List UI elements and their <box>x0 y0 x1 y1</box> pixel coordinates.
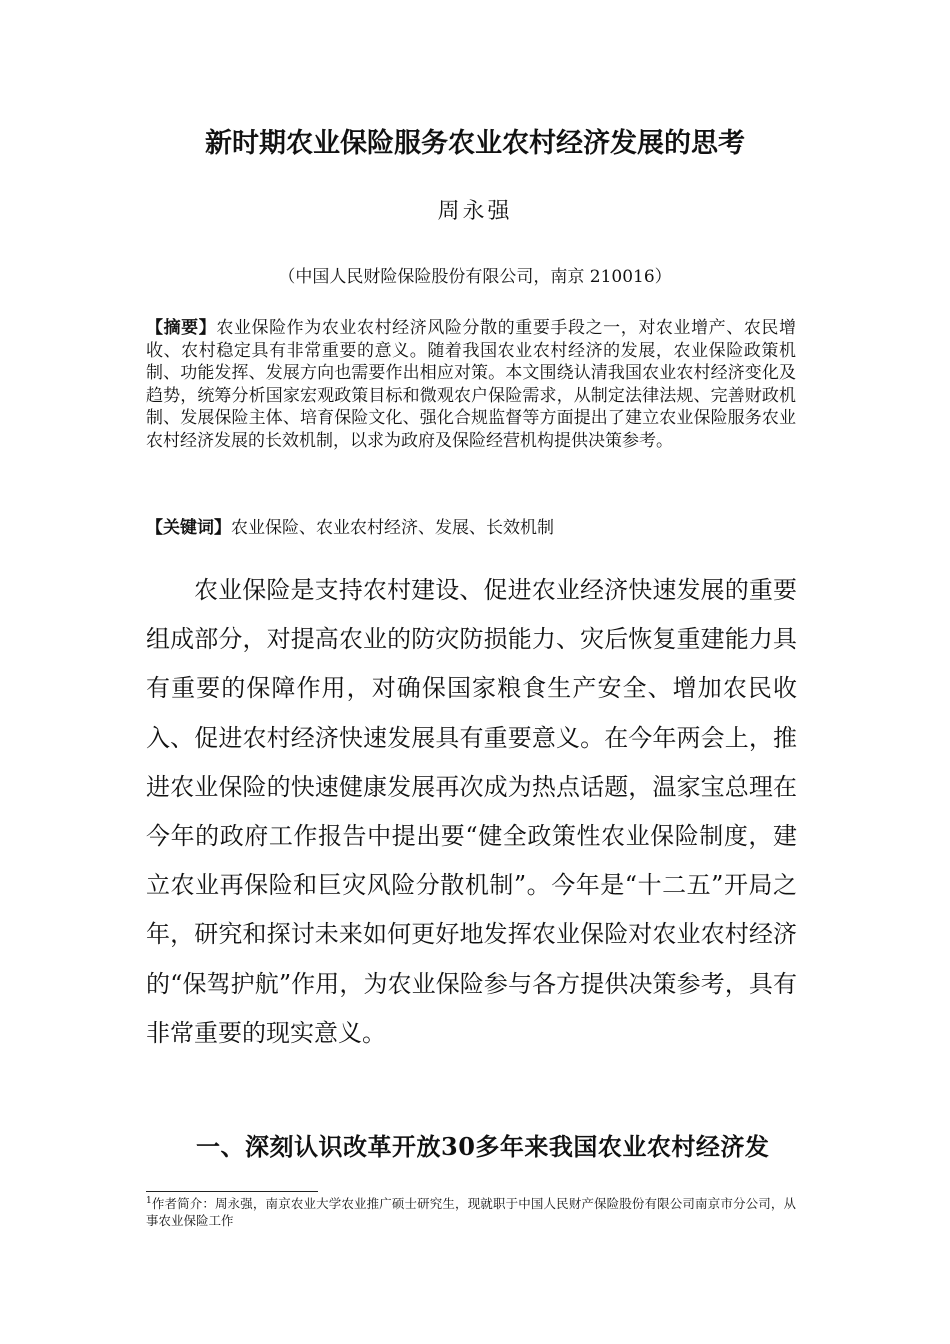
body-paragraph: 农业保险是支持农村建设、促进农业经济快速发展的重要组成部分，对提高农业的防灾防损能力、灾后恢复重建能力具有重要的保障作用，对确保国家粮食生产安全、增加农民收入、促进农村经济快速发展具有重要意义。在今年两会上，推进农业保险的快速健康发展再次成为热点话题，温家宝总理在今年的政府工作报告中提出要“健全政策性农业保险制度，建立农业再保险和巨灾风险分散机制”。今年是“十二五”开局之年，研究和探讨未来如何更好地发挥农业保险对农业农村经济的“保驾护航”作用，为农业保险参与各方提供决策参考，具有非常重要的现实意义。 <box>146 576 797 1047</box>
footnote-separator <box>146 1191 318 1192</box>
footnote-text: 作者简介：周永强，南京农业大学农业推广硕士研究生，现就职于中国人民财产保险股份有限公司南京市分公司，从事农业保险工作 <box>146 1196 796 1228</box>
author-name: 周永强 <box>437 199 513 224</box>
keywords-block <box>146 517 796 539</box>
section-heading: 一、深刻认识改革开放30多年来我国农业农村经济发 <box>196 1132 770 1161</box>
abstract-label: 【摘要】 <box>146 318 217 338</box>
footnote-marker: 1 <box>146 1195 152 1206</box>
author-affiliation: （中国人民财险保险股份有限公司，南京 210016） <box>278 267 672 287</box>
footnote <box>146 1195 796 1229</box>
abstract-text: 农业保险作为农业农村经济风险分散的重要手段之一，对农业增产、农民增收、农村稳定具有非常重要的意义。随着我国农业农村经济的发展，农业保险政策机制、功能发挥、发展方向也需要作出相应对策。本文围绕认清我国农业农村经济变化及趋势，统筹分析国家宏观政策目标和微观农户保险需求，从制定法律法规、完善财政机制、发展保险主体、培育保险文化、强化合规监督等方面提出了建立农业保险服务农业农村经济发展的长效机制，以求为政府及保险经营机构提供决策参考。 <box>146 318 797 451</box>
paper-title: 新时期农业保险服务农业农村经济发展的思考 <box>205 128 745 159</box>
keywords-text: 农业保险、农业农村经济、发展、长效机制 <box>231 518 554 538</box>
abstract-block <box>146 317 796 452</box>
keywords-label: 【关键词】 <box>146 518 231 538</box>
